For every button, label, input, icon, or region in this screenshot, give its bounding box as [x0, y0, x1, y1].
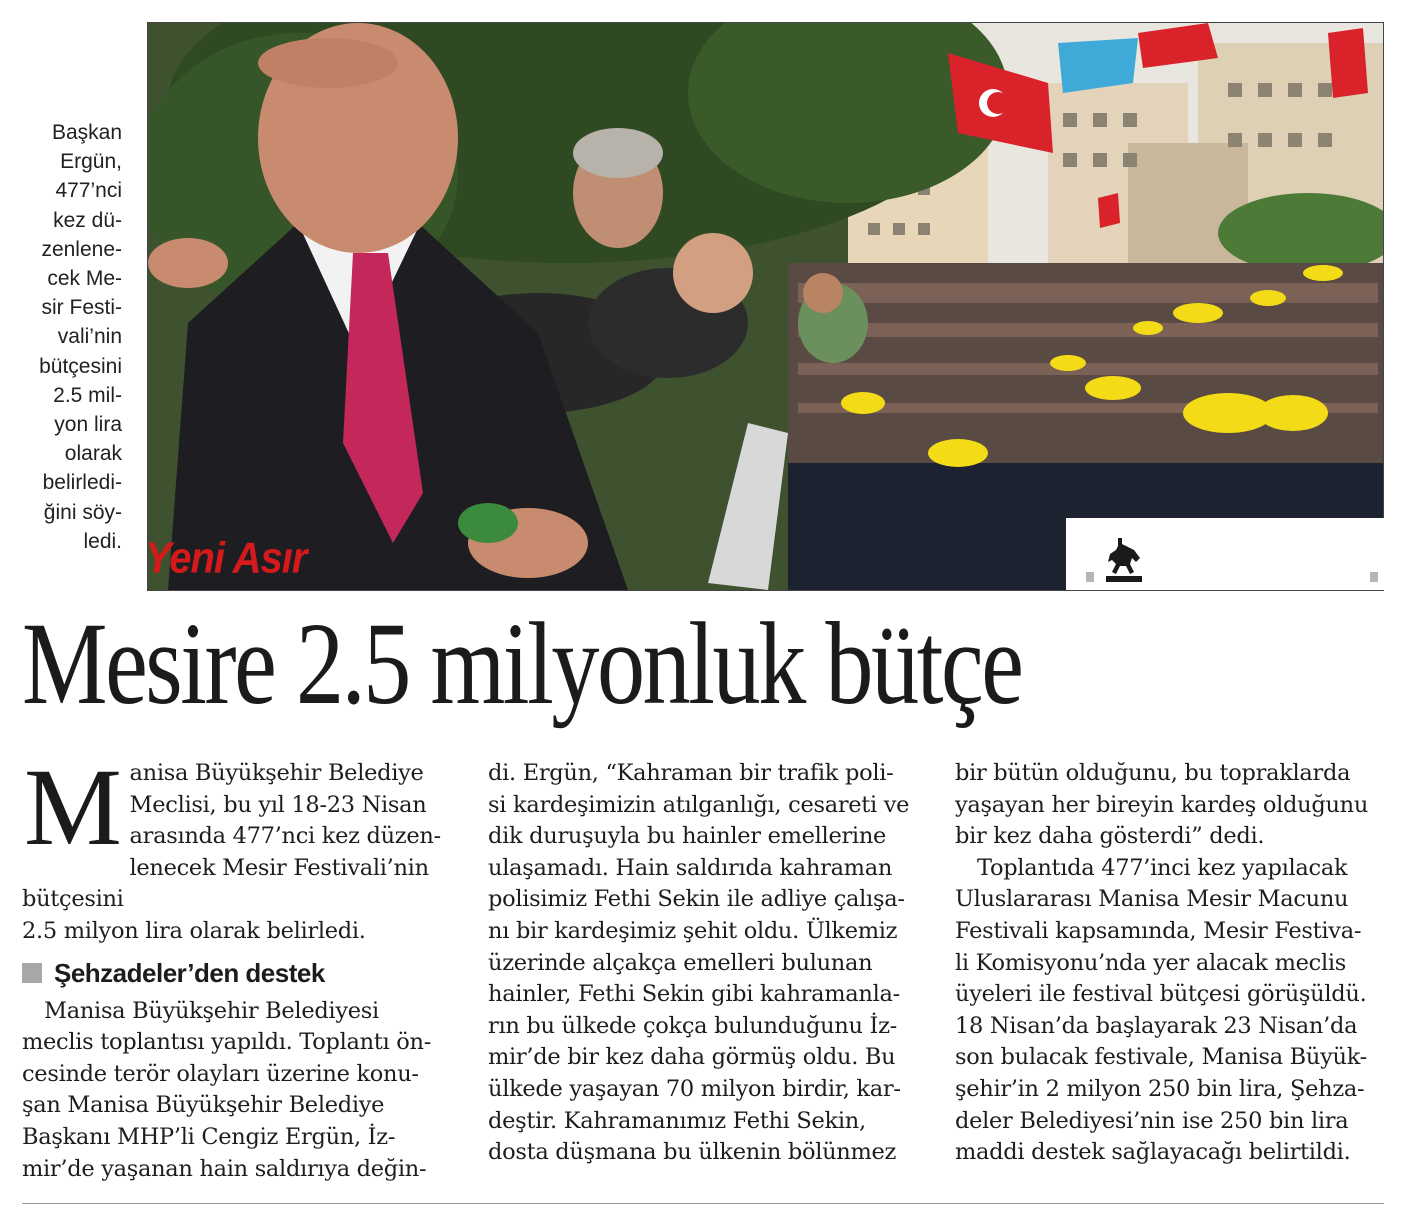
logo-divider-left [1086, 572, 1094, 582]
photo-caption: Başkan Ergün, 477’nci kez dü- zenlene- cek Me- sir Festi- vali’nin bütçesini 2.5 mil- yon lira olarak belirledi- ğini söy- ledi. [39, 121, 122, 553]
festival-photo [147, 22, 1384, 591]
subheading-square-icon [22, 963, 42, 983]
newspaper-logo: Yeni Asır [145, 533, 307, 583]
article-column-3 [955, 758, 1395, 1169]
article-column-1 [22, 746, 462, 1185]
logo-divider-right [1370, 572, 1378, 582]
subheading [22, 956, 462, 990]
lead-paragraph: anisa Büyükşehir Belediye Meclisi, bu yıl 18-23 Nisan arasında 477’nci kez düzen- lenecek Mesir Festivali’nin bütçesini 2.5 milyon lira olarak belirledi. [22, 760, 441, 944]
subheading-text: Şehzadeler’den destek [54, 957, 325, 988]
headline: Mesire 2.5 milyonluk bütçe [22, 598, 1022, 729]
body-paragraph-2: di. Ergün, “Kahraman bir trafik poli- si kardeşimizin atılganlığı, cesareti ve dik duruşuyla bu hainler emellerine ulaşamadı. Hain saldırıda kahraman polisimiz Fethi Sekin ile adliye çalışa- nı bir kardeşimiz şehit oldu. Ülkemiz üzerinde alçakça emelleri bulunan hainler, Fethi Sekin gibi kahramanla- rın bu ülkede çokça bulunduğunu İz- mir’de bir kez daha görmüş oldu. Bu ülkede yaşayan 70 milyon birdir, kar- deştir. Kahramanımız Fethi Sekin, dosta düşmana bu ülkenin bölünmez [488, 760, 910, 1166]
body-paragraph-1: Manisa Büyükşehir Belediyesi meclis toplantısı yapıldı. Toplantı ön- cesinde terör olayları üzerine konu- şan Manisa Büyükşehir Belediye Başkanı MHP’li Cengiz Ergün, İz- mir’de yaşanan hain saldırıya değin- [22, 997, 432, 1182]
horseman-statue-icon [1104, 536, 1144, 588]
bottom-rule [22, 1203, 1384, 1204]
body-paragraph-4: Toplantıda 477’inci kez yapılacak Uluslararası Manisa Mesir Macunu Festivali kapsamında, Mesir Festiva- li Komisyonu’nda yer alacak meclis üyeleri ile festival bütçesi görüşüldü. 18 Nisan’da başlayarak 23 Nisan’da son bulacak festivale, Manisa Büyük- şehir’in 2 milyon 250 bin lira, Şehza- deler Belediyesi’nin ise 250 bin lira maddi destek sağlayacağı belirtildi. [955, 854, 1367, 1166]
body-paragraph-3: bir bütün olduğunu, bu topraklarda yaşayan her bireyin kardeş olduğunu bir kez daha gösterdi” dedi. [955, 760, 1369, 850]
article-column-2 [488, 758, 928, 1169]
dropcap: M [24, 746, 122, 868]
